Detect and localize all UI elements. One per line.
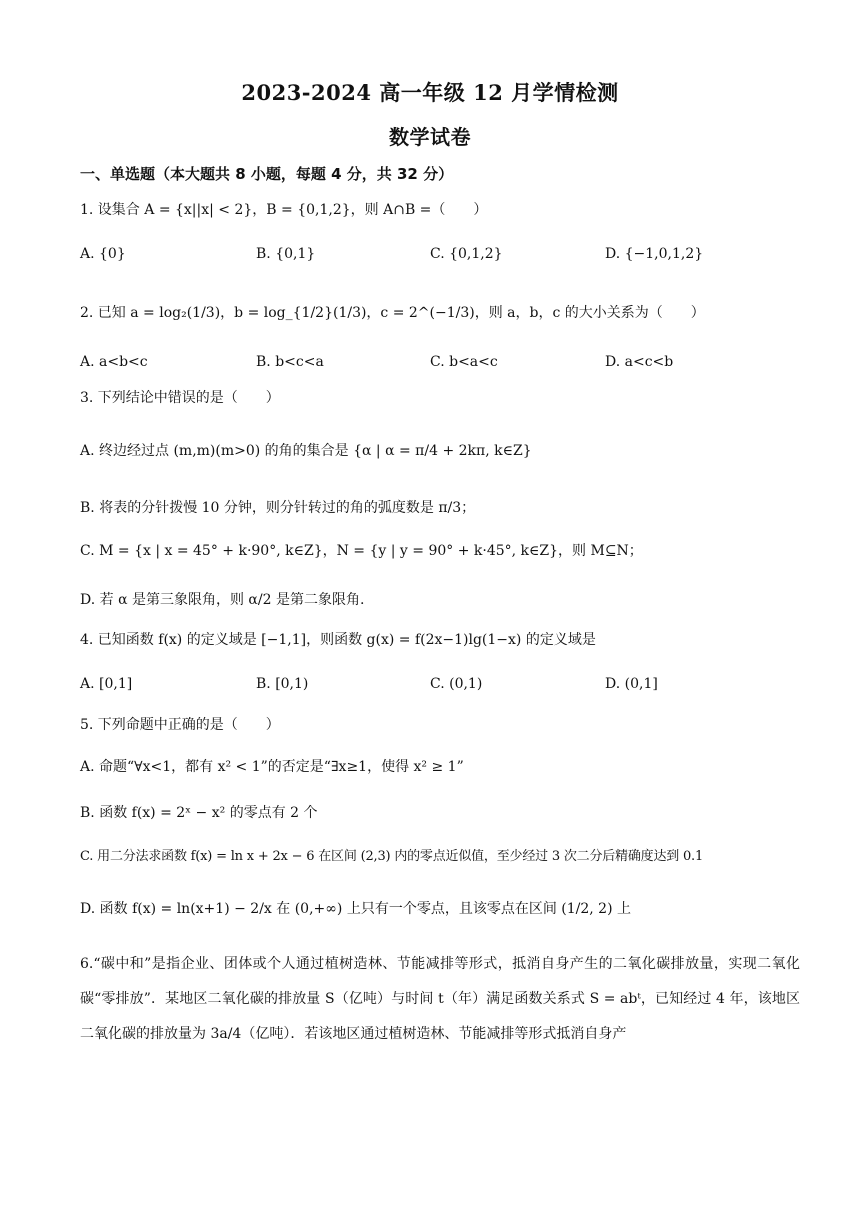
exam-subtitle: 数学试卷 bbox=[389, 125, 471, 149]
option-c: C. b<a<c bbox=[430, 354, 498, 370]
question-4-options bbox=[80, 676, 800, 700]
question-5-option-c: C. 用二分法求函数 f(x) = ln x + 2x − 6 在区间 (2,3) 内的零点近似值，至少经过 3 次二分后精确度达到 0.1 bbox=[80, 849, 704, 864]
question-3-option-b: B. 将表的分针拨慢 10 分钟，则分针转过的角的弧度数是 π/3； bbox=[80, 500, 476, 516]
question-5-option-b: B. 函数 f(x) = 2ˣ − x² 的零点有 2 个 bbox=[80, 805, 318, 821]
question-4-stem: 4. 已知函数 f(x) 的定义域是 [−1,1]，则函数 g(x) = f(2x−1)lg(1−x) 的定义域是 bbox=[80, 632, 596, 648]
section-heading: 一、单选题（本大题共 8 小题，每题 4 分，共 32 分） bbox=[80, 165, 454, 183]
question-1-options bbox=[80, 246, 800, 270]
option-c: C. (0,1) bbox=[430, 676, 483, 692]
option-b: B. [0,1) bbox=[256, 676, 309, 692]
question-3-option-d: D. 若 α 是第三象限角，则 α/2 是第二象限角. bbox=[80, 592, 365, 608]
option-a: A. a<b<c bbox=[80, 354, 148, 370]
question-5-option-a: A. 命题“∀x<1，都有 x² < 1”的否定是“∃x≥1，使得 x² ≥ 1” bbox=[80, 759, 464, 775]
option-a: A. [0,1] bbox=[80, 676, 133, 692]
option-d: D. (0,1] bbox=[605, 676, 658, 692]
exam-title: 2023-2024 高一年级 12 月学情检测 bbox=[241, 80, 619, 105]
question-2-stem: 2. 已知 a = log₂(1/3)，b = log_{1/2}(1/3)，c = 2^(−1/3)，则 a，b，c 的大小关系为（ ） bbox=[80, 305, 705, 321]
option-a: A. {0} bbox=[80, 246, 126, 262]
question-3-option-a: A. 终边经过点 (m,m)(m>0) 的角的集合是 {α | α = π/4 + 2kπ, k∈Z} bbox=[80, 443, 532, 459]
option-d: D. {−1,0,1,2} bbox=[605, 246, 704, 262]
option-b: B. b<c<a bbox=[256, 354, 324, 370]
option-d: D. a<c<b bbox=[605, 354, 674, 370]
option-b: B. {0,1} bbox=[256, 246, 316, 262]
question-5-option-d: D. 函数 f(x) = ln(x+1) − 2/x 在 (0,+∞) 上只有一个零点，且该零点在区间 (1/2, 2) 上 bbox=[80, 901, 631, 917]
question-1-stem: 1. 设集合 A = {x||x| < 2}，B = {0,1,2}，则 A∩B =（ ） bbox=[80, 202, 488, 218]
question-6-stem: 6.“碳中和”是指企业、团体或个人通过植树造林、节能减排等形式，抵消自身产生的二氧化碳排放量，实现二氧化碳“零排放”．某地区二氧化碳的排放量 S（亿吨）与时间 t（年）满足函数关系式 S = abᵗ，已知经过 4 年，该地区二氧化碳的排放量为 3a/4（亿吨）．若该地区通过植树造林、节能减排等形式抵消自身产 bbox=[80, 956, 800, 1042]
question-5-stem: 5. 下列命题中正确的是（ ） bbox=[80, 717, 280, 733]
option-c: C. {0,1,2} bbox=[430, 246, 503, 262]
question-3-stem: 3. 下列结论中错误的是（ ） bbox=[80, 390, 280, 406]
question-2-options bbox=[80, 354, 800, 378]
question-3-option-c: C. M = {x | x = 45° + k·90°, k∈Z}，N = {y | y = 90° + k·45°, k∈Z}，则 M⊆N； bbox=[80, 543, 643, 559]
